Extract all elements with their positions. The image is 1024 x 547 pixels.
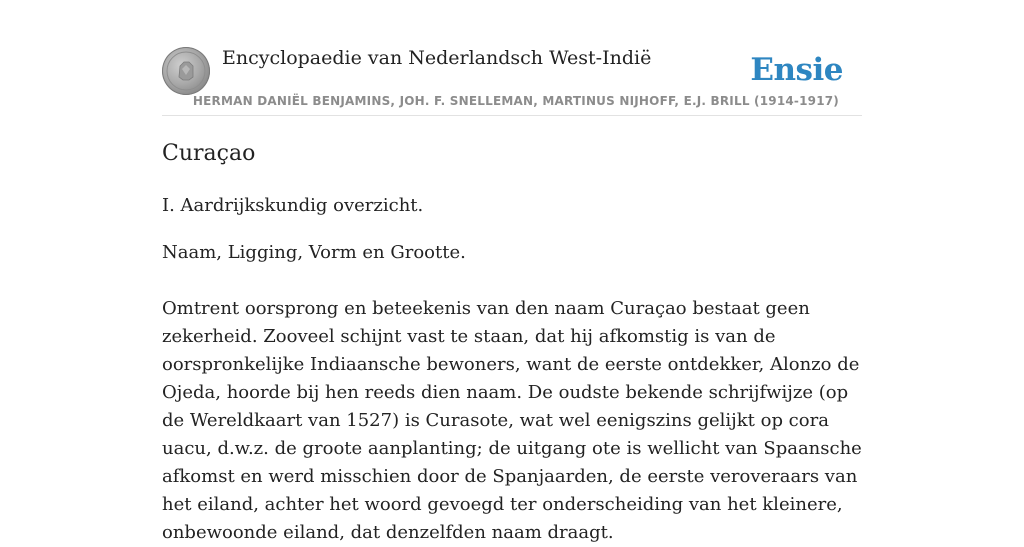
section-heading: I. Aardrijkskundig overzicht. <box>162 195 424 216</box>
header <box>162 0 862 116</box>
book-title[interactable]: Encyclopaedie van Nederlandsch West-Indië <box>222 47 652 69</box>
brand-logo[interactable]: Ensie <box>750 52 843 88</box>
body-paragraph: Omtrent oorsprong en beteekenis van den naam Curaçao bestaat geen zekerheid. Zooveel schijnt vast te staan, dat hij afkomstig is van de oorspronkelijke Indiaansche bewoners, want de eerste ontdekker, Alonzo de Ojeda, hoorde bij hen reeds dien naam. De oudste bekende schrijfwijze (op de Wereldkaart van 1527) is Curasote, wat wel eenigszins gelijkt op cora uacu, d.w.z. de groote aanplanting; de uitgang ote is wellicht van Spaansche afkomst en werd misschien door de Spanjaarden, de eerste veroveraars van het eiland, achter het woord gevoegd ter onderscheiding van het kleinere, onbewoonde eiland, dat denzelfden naam draagt. <box>162 298 862 543</box>
sub-heading: Naam, Ligging, Vorm en Grootte. <box>162 242 466 263</box>
book-authors: HERMAN DANIËL BENJAMINS, JOH. F. SNELLEMAN, MARTINUS NIJHOFF, E.J. BRILL (1914-1917) <box>192 94 839 108</box>
page <box>162 0 862 543</box>
entry-title: Curaçao <box>162 141 256 166</box>
coin-emblem-icon[interactable] <box>162 47 210 95</box>
